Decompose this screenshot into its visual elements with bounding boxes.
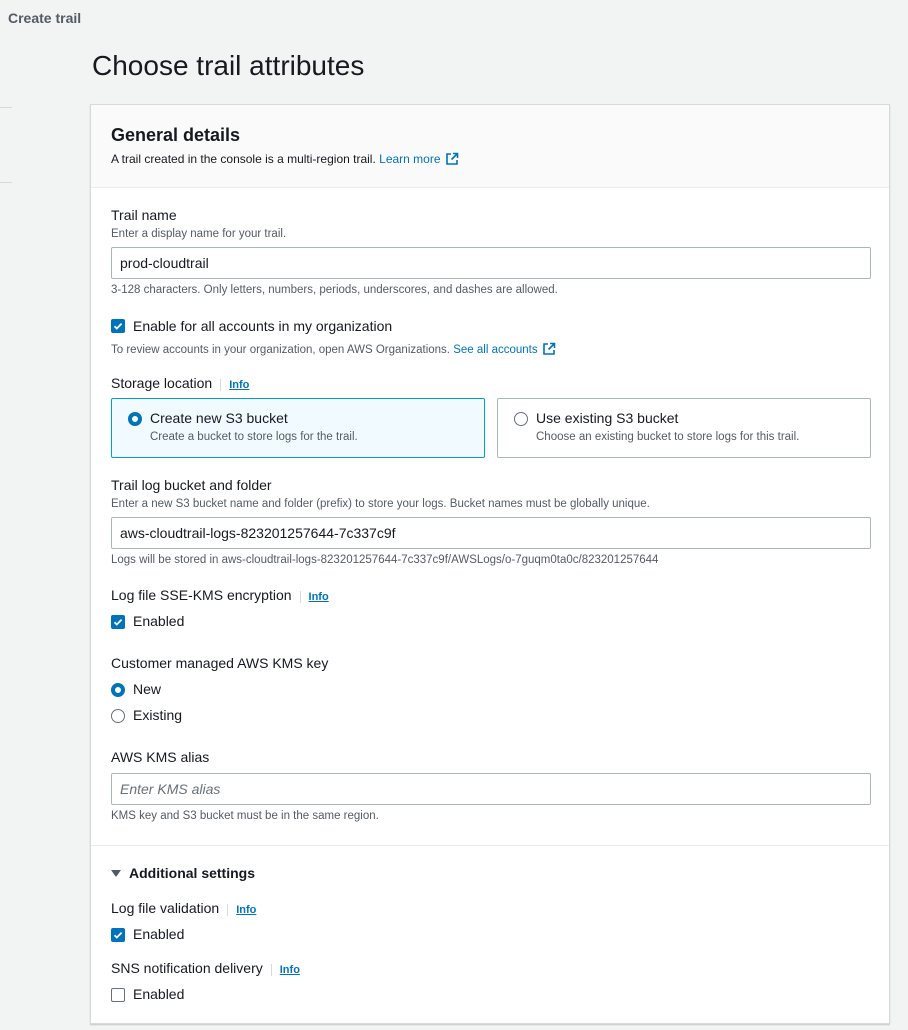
log-validation-heading bbox=[111, 900, 256, 918]
bucket-path-hint: Logs will be stored in aws-cloudtrail-logs-823201257644-7c337c9f/AWSLogs/o-7guqm0ta0c/823201257644 bbox=[111, 554, 659, 566]
create-new-bucket-description: Create a bucket to store logs for the trail. bbox=[150, 431, 358, 443]
use-existing-bucket-title: Use existing S3 bucket bbox=[536, 410, 679, 426]
use-existing-bucket-radio[interactable] bbox=[514, 412, 528, 426]
panel-description-text: A trail created in the console is a multi-region trail. bbox=[111, 152, 376, 166]
sse-kms-heading bbox=[111, 587, 329, 605]
check-icon bbox=[113, 321, 123, 331]
section-divider bbox=[91, 845, 889, 846]
caret-down-icon bbox=[111, 870, 121, 877]
organization-description bbox=[111, 342, 556, 356]
learn-more-label: Learn more bbox=[379, 152, 441, 166]
additional-settings-title: Additional settings bbox=[129, 865, 255, 881]
left-nav-divider bbox=[0, 107, 12, 108]
panel-header bbox=[91, 105, 889, 188]
external-link-icon bbox=[542, 342, 556, 356]
sns-option-label[interactable]: Enabled bbox=[133, 986, 185, 1002]
log-validation-checkbox[interactable] bbox=[111, 928, 125, 942]
sse-kms-checkbox[interactable] bbox=[111, 615, 125, 629]
page-title: Choose trail attributes bbox=[92, 50, 365, 81]
kms-key-existing-label[interactable]: Existing bbox=[133, 707, 183, 723]
trail-name-description: Enter a display name for your trail. bbox=[111, 228, 287, 240]
kms-key-new-radio[interactable] bbox=[111, 683, 125, 697]
left-nav-divider bbox=[0, 182, 12, 183]
learn-more-link[interactable] bbox=[379, 152, 458, 166]
bucket-label: Trail log bucket and folder bbox=[111, 477, 272, 493]
sse-kms-label: Log file SSE-KMS encryption bbox=[111, 587, 292, 603]
create-new-bucket-tile[interactable] bbox=[111, 398, 485, 458]
kms-alias-label: AWS KMS alias bbox=[111, 749, 210, 765]
panel-description bbox=[111, 152, 869, 166]
panel-title: General details bbox=[111, 125, 241, 145]
log-validation-label: Log file validation bbox=[111, 900, 220, 916]
storage-location-label: Storage location bbox=[111, 375, 213, 391]
create-new-bucket-title: Create new S3 bucket bbox=[150, 410, 288, 426]
bucket-input[interactable] bbox=[111, 517, 871, 549]
sns-checkbox[interactable] bbox=[111, 988, 125, 1002]
use-existing-bucket-tile[interactable] bbox=[497, 398, 871, 458]
storage-info-link[interactable]: Info bbox=[220, 379, 249, 391]
trail-name-label: Trail name bbox=[111, 207, 177, 223]
check-icon bbox=[113, 617, 123, 627]
sns-heading bbox=[111, 960, 300, 978]
additional-settings-toggle[interactable] bbox=[111, 865, 255, 881]
storage-location-heading bbox=[111, 375, 249, 393]
kms-key-new-label[interactable]: New bbox=[133, 681, 162, 697]
sns-info-link[interactable]: Info bbox=[271, 964, 300, 976]
sns-label: SNS notification delivery bbox=[111, 960, 263, 976]
log-validation-option-label[interactable]: Enabled bbox=[133, 926, 185, 942]
create-new-bucket-radio[interactable] bbox=[128, 412, 142, 426]
trail-name-input[interactable] bbox=[111, 247, 871, 279]
kms-key-existing-radio[interactable] bbox=[111, 709, 125, 723]
organization-label[interactable]: Enable for all accounts in my organization bbox=[133, 318, 393, 334]
log-validation-info-link[interactable]: Info bbox=[227, 904, 256, 916]
see-all-accounts-label: See all accounts bbox=[453, 344, 538, 356]
kms-alias-hint: KMS key and S3 bucket must be in the same region. bbox=[111, 810, 379, 822]
use-existing-bucket-description: Choose an existing bucket to store logs for this trail. bbox=[536, 431, 800, 443]
sse-kms-option-label[interactable]: Enabled bbox=[133, 613, 185, 629]
see-all-accounts-link[interactable] bbox=[453, 344, 555, 356]
kms-alias-input[interactable] bbox=[111, 773, 871, 805]
sse-kms-info-link[interactable]: Info bbox=[300, 591, 329, 603]
check-icon bbox=[113, 930, 123, 940]
breadcrumb[interactable]: Create trail bbox=[8, 10, 82, 26]
general-details-panel bbox=[90, 104, 890, 1024]
organization-checkbox[interactable] bbox=[111, 319, 125, 333]
trail-name-constraint: 3-128 characters. Only letters, numbers, periods, underscores, and dashes are allowed. bbox=[111, 284, 558, 296]
organization-description-text: To review accounts in your organization, open AWS Organizations. bbox=[111, 344, 451, 356]
bucket-description: Enter a new S3 bucket name and folder (prefix) to store your logs. Bucket names must be globally unique. bbox=[111, 498, 650, 510]
external-link-icon bbox=[445, 152, 459, 166]
kms-key-label: Customer managed AWS KMS key bbox=[111, 655, 329, 671]
